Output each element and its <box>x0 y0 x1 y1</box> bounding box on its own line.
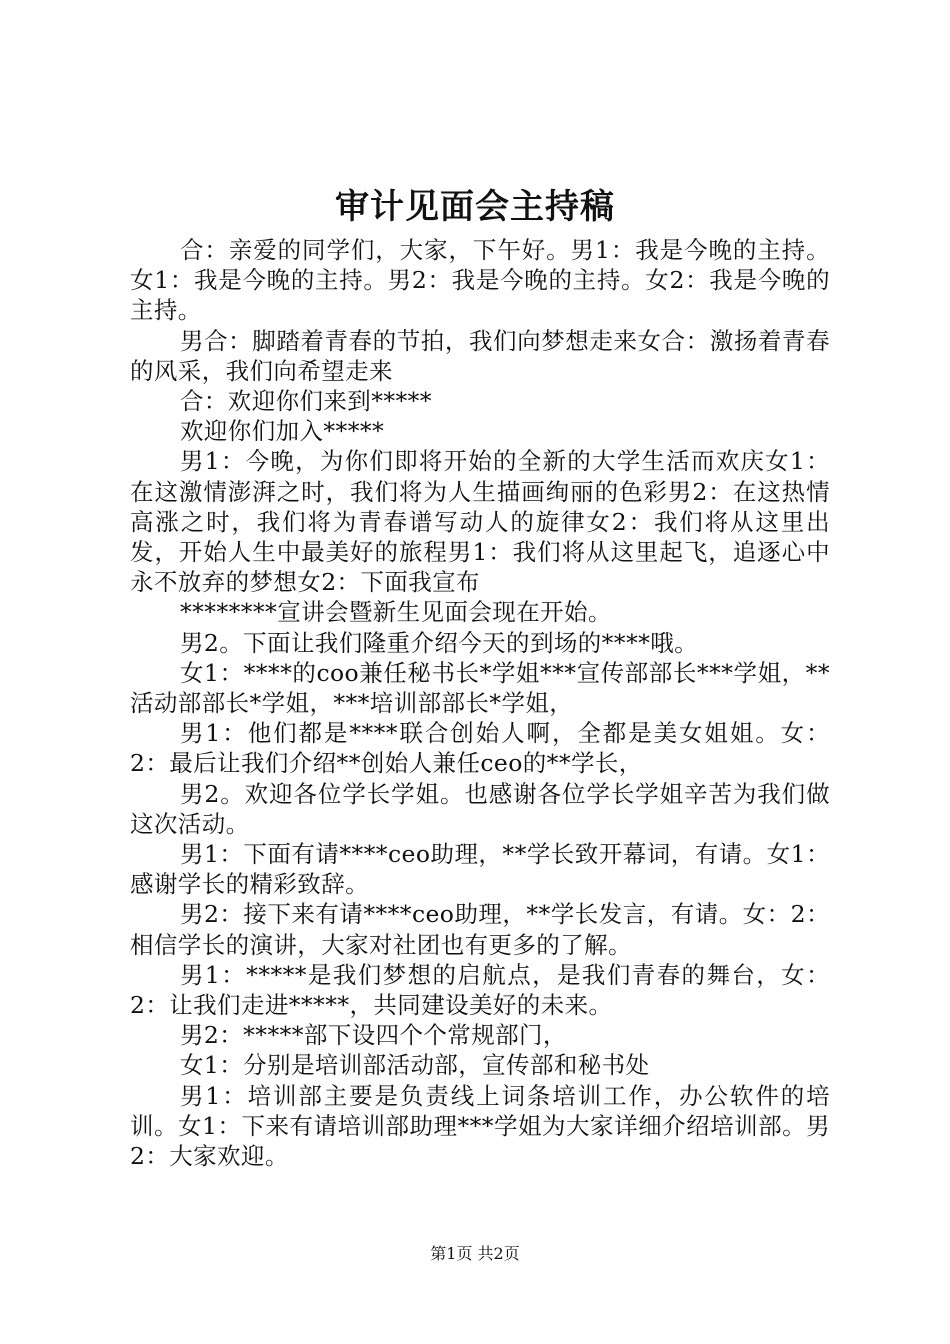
paragraph: 合：欢迎你们来到***** <box>180 387 432 416</box>
paragraph: 欢迎你们加入***** <box>180 417 385 446</box>
paragraph: 男2：*****部下设四个个常规部门， <box>180 1021 567 1050</box>
paragraph: 男1：下面有请****ceo助理，**学长致开幕词，有请。女1：感谢学长的精彩致辞。 <box>130 840 830 899</box>
paragraph: 女1：****的coo兼任秘书长*学姐***宣传部部长***学姐，**活动部部长*学姐，***培训部部长*学姐， <box>130 658 830 718</box>
paragraph: 男合：脚踏着青春的节拍，我们向梦想走来女合：激扬着青春的风采，我们向希望走来 <box>130 326 830 385</box>
page-footer: 第1页 共2页 <box>430 1244 520 1263</box>
document-body <box>130 235 830 1171</box>
paragraph: ********宣讲会暨新生见面会现在开始。 <box>180 598 612 627</box>
paragraph: 男1：今晚，为你们即将开始的全新的大学生活而欢庆女1：在这激情澎湃之时，我们将为人生描画绚丽的色彩男2：在这热情高涨之时，我们将为青春谱写动人的旋律女2：我们将从这里出发，开始人生中最美好的旅程男1：我们将从这里起飞，追逐心中永不放弃的梦想女2：下面我宣布 <box>130 447 830 597</box>
paragraph: 女1：分别是培训部活动部，宣传部和秘书处 <box>180 1051 650 1080</box>
paragraph: 男1：他们都是****联合创始人啊，全都是美女姐姐。女：2：最后让我们介绍**创始人兼任ceo的**学长， <box>130 719 830 778</box>
paragraph: 男1：培训部主要是负责线上词条培训工作，办公软件的培训。女1：下来有请培训部助理***学姐为大家详细介绍培训部。男2：大家欢迎。 <box>130 1081 830 1171</box>
paragraph: 男2：接下来有请****ceo助理，**学长发言，有请。女：2：相信学长的演讲，大家对社团也有更多的了解。 <box>130 900 830 959</box>
paragraph: 男2。下面让我们隆重介绍今天的到场的****哦。 <box>180 628 699 657</box>
paragraph: 男2。欢迎各位学长学姐。也感谢各位学长学姐辛苦为我们做这次活动。 <box>130 779 830 838</box>
paragraph: 男1：*****是我们梦想的启航点，是我们青春的舞台，女：2：让我们走进*****，共同建设美好的未来。 <box>130 960 830 1020</box>
paragraph: 合：亲爱的同学们，大家，下午好。男1：我是今晚的主持。女1：我是今晚的主持。男2：我是今晚的主持。女2：我是今晚的主持。 <box>130 236 830 325</box>
document-title: 审计见面会主持稿 <box>335 187 615 227</box>
